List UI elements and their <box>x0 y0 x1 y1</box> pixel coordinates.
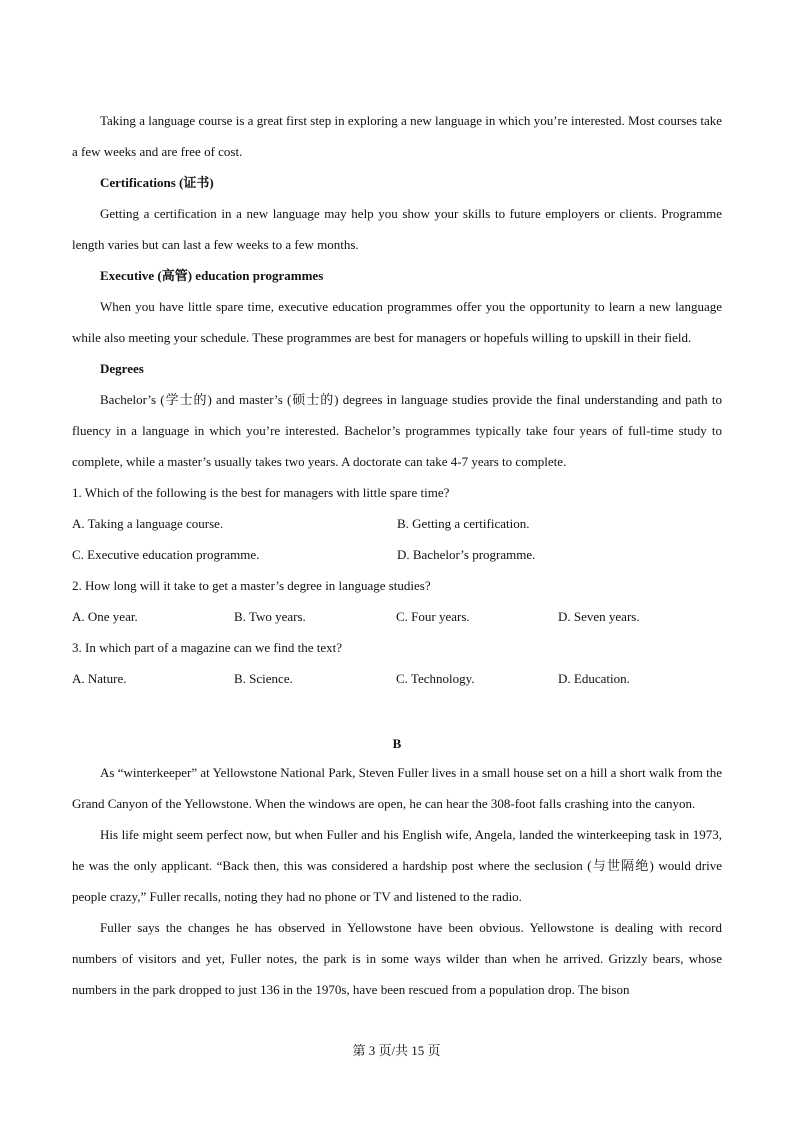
executive-paragraph: When you have little spare time, executive education programmes offer you the opportunity to learn a new language while also meeting your schedule. These programmes are best for managers or hopefuls willing to upskill in their field. <box>72 299 722 345</box>
passage-b <box>72 731 722 1005</box>
intro-paragraph: Taking a language course is a great first step in exploring a new language in which you’re interested. Most courses take a few weeks and are free of cost. <box>72 113 722 159</box>
option-c: C. Executive education programme. <box>72 547 260 562</box>
executive-heading: Executive (高管) education programmes <box>100 268 324 283</box>
option-a: A. One year. <box>72 609 138 624</box>
question-stem: 3. In which part of a magazine can we find the text? <box>72 640 342 655</box>
passage-a <box>72 105 722 694</box>
option-a: A. Taking a language course. <box>72 516 224 531</box>
option-b: B. Science. <box>234 671 293 686</box>
option-d: D. Education. <box>558 671 630 686</box>
options-row <box>72 601 722 632</box>
question-2 <box>72 570 722 632</box>
certifications-heading: Certifications (证书) <box>100 175 214 190</box>
option-c: C. Technology. <box>396 671 475 686</box>
option-b: B. Two years. <box>234 609 306 624</box>
question-stem: 1. Which of the following is the best for managers with little spare time? <box>72 485 450 500</box>
page-number-footer: 第 3 页/共 15 页 <box>352 1043 441 1058</box>
section-b-label: B <box>392 736 402 751</box>
question-stem: 2. How long will it take to get a master’s degree in language studies? <box>72 578 431 593</box>
option-c: C. Four years. <box>396 609 470 624</box>
certifications-paragraph: Getting a certification in a new language may help you show your skills to future employers or clients. Programme length varies but can last a few weeks to a few months. <box>72 206 722 252</box>
passage-b-paragraph-1: As “winterkeeper” at Yellowstone National Park, Steven Fuller lives in a small house set on a hill a short walk from the Grand Canyon of the Yellowstone. When the windows are open, he can hear the 308-foot falls crashing into the canyon. <box>72 765 722 811</box>
options-row <box>72 539 722 570</box>
option-d: D. Seven years. <box>558 609 640 624</box>
passage-b-paragraph-3: Fuller says the changes he has observed in Yellowstone have been obvious. Yellowstone is dealing with record numbers of visitors and yet, Fuller notes, the park is in some ways wilder than when he arrived. Grizzly bears, whose numbers in the park dropped to just 136 in the 1970s, have been rescued from a population drop. The bison <box>72 920 722 997</box>
degrees-heading: Degrees <box>100 361 144 376</box>
question-3 <box>72 632 722 694</box>
passage-b-paragraph-2: His life might seem perfect now, but when Fuller and his English wife, Angela, landed the winterkeeping task in 1973, he was the only applicant. “Back then, this was considered a hardship post where the seclusion (与世隔绝) would drive people crazy,” Fuller recalls, noting they had no phone or TV and listened to the radio. <box>72 827 722 904</box>
option-a: A. Nature. <box>72 671 127 686</box>
degrees-paragraph: Bachelor’s (学士的) and master’s (硕士的) degrees in language studies provide the final understanding and path to fluency in a language in which you’re interested. Bachelor’s programmes typically take four years of full-time study to complete, while a master’s usually takes two years. A doctorate can take 4-7 years to complete. <box>72 392 722 469</box>
options-row <box>72 663 722 694</box>
option-b: B. Getting a certification. <box>397 516 530 531</box>
question-1 <box>72 477 722 570</box>
options-row <box>72 508 722 539</box>
option-d: D. Bachelor’s programme. <box>397 547 536 562</box>
